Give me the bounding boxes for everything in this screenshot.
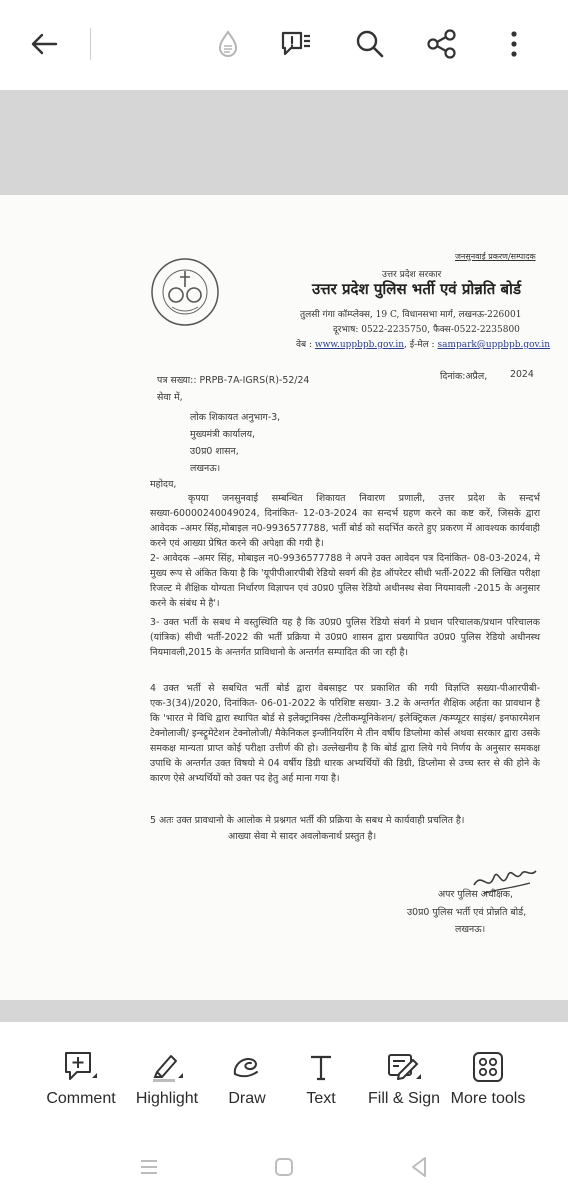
- signatory-office: उ0प्र0 पुलिस भर्ती एवं प्रोन्नति बोर्ड,: [407, 907, 527, 918]
- app-top-bar: [0, 0, 568, 90]
- read-aloud-icon[interactable]: [210, 26, 246, 62]
- toolbar-divider: [90, 28, 91, 60]
- web-label: वेब :: [296, 340, 313, 350]
- board-name-heading: उत्तर प्रदेश पुलिस भर्ती एवं प्रोन्नति बोर्ड: [312, 280, 521, 298]
- recent-apps-icon[interactable]: [134, 1152, 164, 1182]
- fill-sign-icon: [362, 1044, 446, 1090]
- more-tools-button[interactable]: [446, 1044, 530, 1124]
- phone-line: दूरभाष: 0522-2235750, फैक्स-0522-2235800: [333, 325, 520, 335]
- system-nav-bar: [0, 1132, 568, 1200]
- comment-list-icon[interactable]: [278, 26, 314, 62]
- fill-sign-tool-button[interactable]: [362, 1044, 446, 1124]
- email-label: , ई-मेल :: [404, 340, 435, 350]
- text-tool-button[interactable]: [288, 1044, 354, 1124]
- paragraph-2: 2- आवेदक –अमर सिंह, मोबाइल न0-9936577788 ने अपने उक्त आवेदन पत्र दिनांकित- 08-03-2024, मे मुख्य रूप से अंकित किया है कि 'यूपीपीआरपीबी रेडियो सवर्ग की हेड ऑपरेटर सीधी भर्ती-2022 की लिखित परीक्षा रिजल्ट मे शैक्षिक योग्यता निर्धारण विज्ञापन एवं उ0प्र0 पुलिस रेडियो अधीनस्थ सेवा नियमावली -2015 के अनुसार करने के संबंध मे है'।: [150, 553, 540, 609]
- more-tools-label: More tools: [450, 1090, 526, 1107]
- draw-tool-button[interactable]: [212, 1044, 282, 1124]
- draw-icon: [212, 1044, 282, 1090]
- home-icon[interactable]: [269, 1152, 299, 1182]
- date-label: दिनांक:अप्रैल,: [440, 371, 488, 382]
- search-icon[interactable]: [352, 26, 388, 62]
- signatory-city: लखनऊ।: [455, 924, 486, 935]
- addressee-line-4: लखनऊ।: [190, 463, 221, 474]
- addressee-line-2: मुख्यमंत्री कार्यालय,: [190, 429, 255, 440]
- page-gap-bottom: [0, 1000, 568, 1022]
- letter-number: पत्र सख्या:: PRPB-7A-IGRS(R)-52/24: [157, 375, 310, 386]
- bottom-tools-bar: [0, 1022, 568, 1132]
- addressee-line-1: लोक शिकायत अनुभाग-3,: [190, 412, 281, 423]
- salutation-sewa: सेवा में,: [157, 392, 183, 403]
- paragraph-5: 5 अतः उक्त प्रावधानो के आलोक मे प्रश्नगत भर्ती की प्रक्रिया के सबध मे कार्यवाही प्रचलित है।: [150, 815, 465, 826]
- signatory-title: अपर पुलिस अधीक्षक,: [438, 889, 513, 900]
- paragraph-4: 4 उक्त भर्ती से सबधित भर्ती बोर्ड द्वारा वेबसाइट पर प्रकाशित की गयी विज्ञप्ति सख्या-पीआरपीबी-एक-3(34)/2020, दिनांकित- 06-01-2022 के परिशिष्ट सख्या- 3.2 के अन्तर्गत शैक्षिक अर्हता का प्रावधान है कि 'भारत मे विधि द्वारा स्थापित बोर्ड से इलेक्ट्रानिक्स /टेलीकम्यूनिकेशन/ इलेक्ट्रिकल /कम्प्यूटर साइंस/ इनफारमेशन टेक्नोलाजी/ इन्स्ट्रूमेटेशन टेक्नोलोजी/ मैकेनिकल इन्जीनियरिंग मे तीन वर्षीय डिप्लोमा कोर्स अथवा सरकार द्वारा उसके समकक्ष मान्यता प्राप्त कोई परीक्षा उत्तीर्ण की हो। उल्लेखनीय है कि बोर्ड द्वारा लिये गये निर्णय के अनुसार समकक्ष उपाधि के अन्तर्गत उक्त विषयो मे 04 वर्षीय डिग्री धारक अभ्यर्थियों की डिग्री, डिप्लोमा से उच्च स्तर से की होने के कारण ऐसे अभ्यर्थियों को उक्त पद हेतु अर्ह माना गया है।: [150, 683, 540, 784]
- web-email-line: [296, 337, 550, 350]
- address-line: तुलसी गंगा कॉम्प्लेक्स, 19 C, विधानसभा मार्ग, लखनऊ-226001: [300, 310, 522, 320]
- paragraph-3: 3- उक्त भर्ती के सबध मे वस्तुस्थिति यह है कि उ0प्र0 पुलिस रेडियो संवर्ग मे प्रधान परिचालक/प्रधान परिचालक (यांत्रिक) सीधी भर्ती-2022 की भर्ती प्रक्रिया मे उ0प्र0 शासन द्वारा प्रख्यापित उ0प्र0 पुलिस रेडियो अधीनस्थ नियमावली,2015 के अन्तर्गत प्राविधानो के अन्तर्गत सम्पादित की जा रही है।: [150, 617, 540, 658]
- paragraph-5-closing: आख्या सेवा मे सादर अवलोकनार्थ प्रस्तुत है।: [228, 831, 377, 842]
- back-nav-icon[interactable]: [404, 1152, 434, 1182]
- board-seal-emblem: [150, 257, 220, 327]
- share-icon[interactable]: [424, 26, 460, 62]
- highlight-tool-button[interactable]: [126, 1044, 208, 1124]
- text-icon: [288, 1044, 354, 1090]
- comment-add-icon: [40, 1044, 122, 1090]
- text-tool-label: Text: [306, 1090, 336, 1107]
- website-link[interactable]: www.uppbpb.gov.in: [314, 340, 405, 350]
- draw-tool-label: Draw: [228, 1090, 266, 1107]
- paragraph-1: कृपया जनसुनवाई सम्बन्धित शिकायत निवारण प्रणाली, उत्तर प्रदेश के सन्दर्भ सख्या-60000240049024, दिनांकित- 12-03-2024 का सन्दर्भ ग्रहण करने का कष्ट करें, जिसके द्वारा आवेदक –अमर सिंह,मोबाइल न0-9936577788, भर्ती बोर्ड को सदर्भित करते हुए प्रकरण में आवश्यक कार्यवाही करने एवं आख्या प्रेषित करने की अपेक्षा की गयी है।: [150, 493, 540, 549]
- addressee-line-3: उ0प्र0 शासन,: [190, 446, 239, 457]
- greeting-mahoday: महोदय,: [150, 479, 177, 490]
- arrow-left-icon[interactable]: [26, 26, 62, 62]
- more-tools-icon: [446, 1044, 530, 1090]
- email-link[interactable]: sampark@uppbpb.gov.in: [437, 340, 551, 350]
- highlight-pen-icon: [126, 1044, 208, 1090]
- comment-tool-label: Comment: [46, 1090, 116, 1107]
- fill-sign-tool-label: Fill & Sign: [367, 1090, 441, 1107]
- page-gap-top: [0, 90, 568, 195]
- state-label: उत्तर प्रदेश सरकार: [382, 270, 442, 280]
- pdf-page[interactable]: [0, 195, 568, 1000]
- date-year: 2024: [510, 369, 534, 380]
- more-vertical-icon[interactable]: [496, 26, 532, 62]
- highlight-tool-label: Highlight: [135, 1090, 199, 1107]
- comment-tool-button[interactable]: [40, 1044, 122, 1124]
- top-right-note: जनसुनवाई प्रकरण/सम्पादक: [455, 252, 536, 261]
